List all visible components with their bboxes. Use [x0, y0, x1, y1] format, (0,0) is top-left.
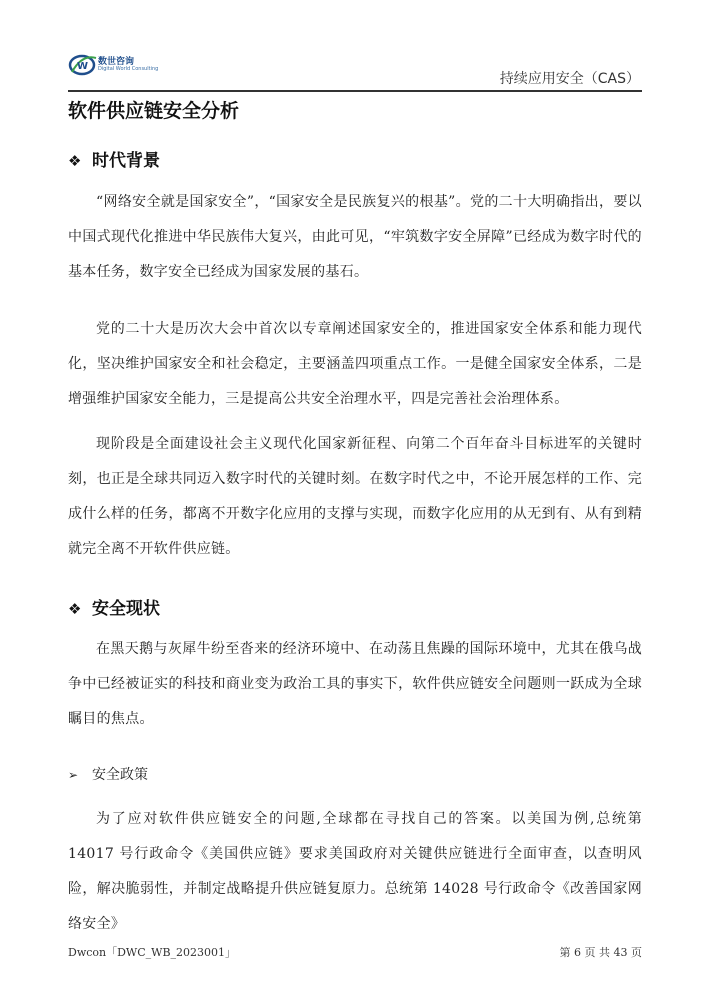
section-heading-background [68, 146, 160, 171]
page-header [68, 44, 642, 92]
logo-mark-icon [68, 50, 98, 78]
header-title: 持续应用安全（CAS） [499, 71, 640, 87]
section-heading-status [68, 594, 160, 619]
company-logo [68, 50, 158, 80]
document-title: 软件供应链安全分析 [68, 100, 240, 122]
logo-subtitle: Digital World Consulting [98, 66, 159, 72]
logo-name: 数世咨询 [98, 57, 135, 67]
subsection-heading-text: 安全政策 [92, 767, 148, 783]
footer-doc-ref: Dwcon「DWC_WB_2023001」 [68, 946, 237, 959]
paragraph: “网络安全就是国家安全”，“国家安全是民族复兴的根基”。党的二十大明确指出，要以中国式现代化推进中华民族伟大复兴，由此可见，“牢筑数字安全屏障”已经成为数字时代的基本任务，数字安全已经成为国家发展的基石。 [68, 194, 642, 280]
section-heading-text: 安全现状 [92, 599, 160, 619]
diamond-bullet-icon: ❖ [68, 600, 82, 618]
diamond-bullet-icon: ❖ [68, 152, 82, 170]
svg-text:W: W [77, 61, 89, 72]
arrow-bullet-icon: ➢ [68, 768, 79, 782]
footer-page-number: 第 6 页 共 43 页 [559, 946, 642, 959]
paragraph: 现阶段是全面建设社会主义现代化国家新征程、向第二个百年奋斗目标进军的关键时刻，也正是全球共同迈入数字时代的关键时刻。在数字时代之中，不论开展怎样的工作、完成什么样的任务，都离不开数字化应用的支撑与实现，而数字化应用的从无到有、从有到精就完全离不开软件供应链。 [68, 436, 642, 557]
paragraph: 党的二十大是历次大会中首次以专章阐述国家安全的，推进国家安全体系和能力现代化，坚决维护国家安全和社会稳定，主要涵盖四项重点工作。一是健全国家安全体系，二是增强维护国家安全能力，三是提高公共安全治理水平，四是完善社会治理体系。 [68, 321, 642, 407]
paragraph: 在黑天鹅与灰犀牛纷至沓来的经济环境中、在动荡且焦躁的国际环境中，尤其在俄乌战争中已经被证实的科技和商业变为政治工具的事实下，软件供应链安全问题则一跃成为全球瞩目的焦点。 [68, 641, 642, 727]
section-heading-text: 时代背景 [92, 151, 160, 171]
subsection-heading [68, 764, 148, 784]
paragraph: 为了应对软件供应链安全的问题,全球都在寻找自己的答案。以美国为例,总统第 14017 号行政命令《美国供应链》要求美国政府对关键供应链进行全面审查，以查明风险，解决脆弱性，并制定战略提升供应链复原力。总统第 14028 号行政命令《改善国家网络安全》 [68, 811, 642, 932]
header-divider [68, 90, 642, 92]
